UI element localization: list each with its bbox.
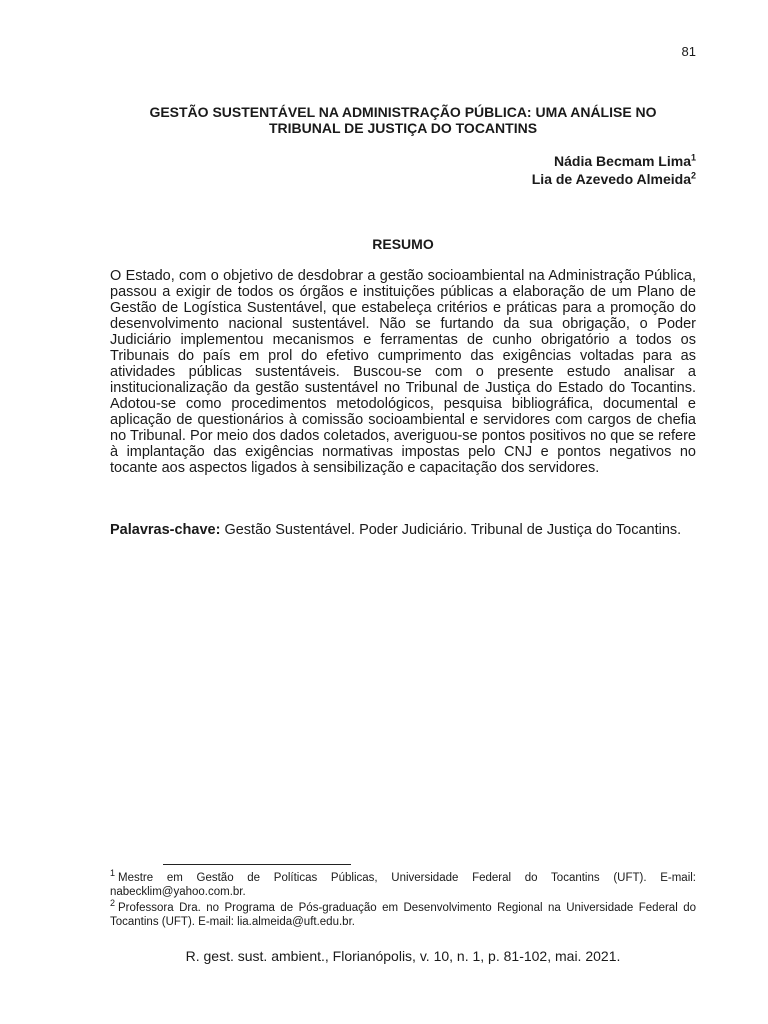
author-2-name: Lia de Azevedo Almeida (531, 171, 691, 187)
journal-citation: R. gest. sust. ambient., Florianópolis, v. 10, n. 1, p. 81-102, mai. 2021. (185, 948, 621, 964)
footnote-1-text: Mestre em Gestão de Políticas Públicas, Universidade Federal do Tocantins (UFT). E-mail: nabecklim@yahoo.com.br. (110, 872, 696, 898)
author-1 (532, 152, 696, 170)
author-2 (532, 170, 696, 188)
keywords-text: Gestão Sustentável. Poder Judiciário. Tribunal de Justiça do Tocantins. (220, 522, 682, 538)
footnote-2-text: Professora Dra. no Programa de Pós-graduação em Desenvolvimento Regional na Universidade Federal do Tocantins (UFT). E-mail: lia.almeida@uft.edu.br. (110, 902, 696, 928)
footnote-1 (110, 868, 696, 899)
footnote-1-mark: 1 (110, 868, 116, 879)
page-number: 81 (681, 44, 696, 59)
paper-title (110, 104, 696, 136)
abstract-heading: RESUMO (372, 236, 434, 252)
footnote-2 (110, 898, 696, 929)
author-2-footnote-mark: 2 (690, 170, 696, 181)
keywords (110, 522, 696, 539)
footnote-divider (163, 864, 351, 865)
abstract-body: O Estado, com o objetivo de desdobrar a gestão socioambiental na Administração Pública, passou a exigir de todos os órgãos e instituições públicas a elaboração de um Plano de Gestão de Logística Sustentável, que estabeleça critérios e práticas para a promoção do desenvolvimento nacional sustentável. Não se furtando da sua obrigação, o Poder Judiciário implementou mecanismos e ferramentas de cunho obrigatório a todos os Tribunais do país em prol do efetivo cumprimento das exigências voltadas para as atividades públicas sustentáveis. Buscou-se com o presente estudo analisar a institucionalização da gestão sustentável no Tribunal de Justiça do Estado do Tocantins. Adotou-se como procedimentos metodológicos, pesquisa bibliográfica, documental e aplicação de questionários à comissão socioambiental e servidores com cargos de chefia no Tribunal. Por meio dos dados coletados, averiguou-se pontos positivos no que se refere à implantação das exigências normativas impostas pelo CNJ e pontos negativos no tocante aos aspectos ligados à sensibilização e capacitação dos servidores. (110, 268, 696, 476)
footnotes (110, 868, 696, 931)
author-list (532, 152, 696, 188)
footnote-2-mark: 2 (110, 898, 116, 909)
title-line-1: GESTÃO SUSTENTÁVEL NA ADMINISTRAÇÃO PÚBLICA: UMA ANÁLISE NO (149, 104, 657, 120)
keywords-label: Palavras-chave: (110, 522, 221, 538)
author-1-footnote-mark: 1 (690, 152, 696, 163)
author-1-name: Nádia Becmam Lima (554, 153, 691, 169)
title-line-2: TRIBUNAL DE JUSTIÇA DO TOCANTINS (268, 120, 538, 136)
